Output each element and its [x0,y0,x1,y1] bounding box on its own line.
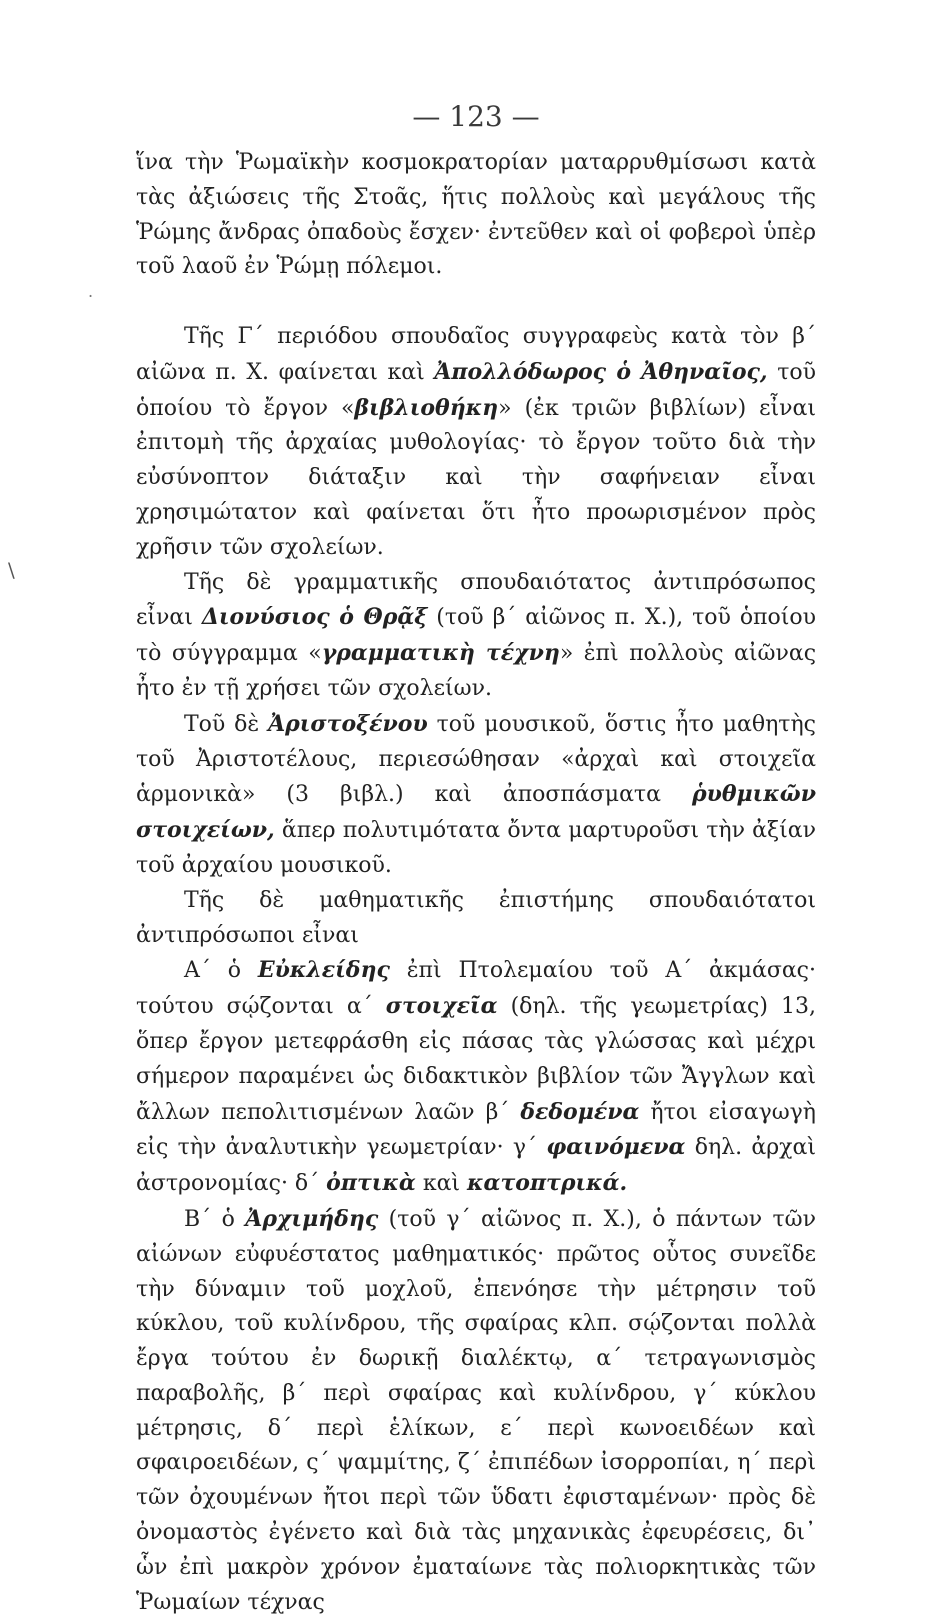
paragraph [136,320,816,566]
text-run: (τοῦ γ΄ αἰῶνος π. Χ.), ὁ πάντων τῶν αἰώνων εὐφυέστατος μαθηματικός· πρῶτος οὗτος συνεῖδε τὴν δύναμιν τοῦ μοχλοῦ, ἐπενόησε τὴν μέτρησιν τοῦ κύκλου, τοῦ κυλίνδρου, τῆς σφαίρας κλπ. σῴζονται πολλὰ ἔργα τούτου ἐν δωρικῇ διαλέκτῳ, α΄ τετραγωνισμὸς παραβολῆς, β΄ περὶ σφαίρας καὶ κυλίνδρου, γ΄ κύκλου μέτρησις, δ΄ περὶ ἑλίκων, ε΄ περὶ κωνοειδέων καὶ σφαιροειδέων, ς΄ ψαμμίτης, ζ΄ ἐπιπέδων ἰσορροπίαι, η΄ περὶ τῶν ὀχουμένων ἤτοι περὶ τῶν ὕδατι ἐφισταμένων· πρὸς δὲ ὀνομαστὸς ἐγένετο καὶ διὰ τὰς μηχανικὰς ἐφευρέσεις, δι᾽ ὧν ἐπὶ μακρὸν χρόνον ἐματαίωνε τὰς πολιορκητικὰς τῶν Ῥωμαίων τέχνας [136,1206,817,1615]
paragraph [136,884,816,954]
text-run: ἤτοι εἰσαγωγὴ εἰς τὴν ἀναλυτικὴν γεωμετρίαν· γ΄ [136,1099,816,1161]
margin-dot-mark: . [88,282,94,301]
emphasized-term: βιβλιοθήκη [354,394,499,421]
emphasized-term: Ἀρχιμήδης [245,1205,379,1232]
text-run: Τῆς δὲ μαθηματικῆς ἐπιστήμης σπουδαιότατοι ἀντιπρόσωποι εἶναι [136,887,816,948]
emphasized-term: Ἀπολλόδωρος ὁ Ἀθηναῖος, [434,358,768,385]
text-run: τοῦ ὁποίου τὸ ἔργον « [136,359,816,421]
text-run: ἐπὶ Πτολεμαίου τοῦ Α΄ ἀκμάσας· τούτου σῴζονται α΄ [136,958,817,1020]
text-run: (τοῦ β΄ αἰῶνος π. Χ.), τοῦ ὁποίου τὸ σύγγραμμα « [136,605,817,667]
emphasized-term: ῥυθμικῶν στοιχείων, [136,781,816,844]
paragraph [136,566,816,707]
margin-pencil-mark: \ [8,558,15,582]
text-run: Τοῦ δὲ [184,711,269,737]
paragraph [136,953,816,1202]
emphasized-term: Εὐκλείδης [257,957,390,984]
page-number: — 123 — [412,100,540,133]
text-run: (δηλ. τῆς γεωμετρίας) 13, ὅπερ ἔργον μετεφράσθη εἰς πάσας τὰς γλώσσας καὶ μέχρι σήμερον παραμένει ὡς διδακτικὸν βιβλίον τῶν Ἄγγλων καὶ ἄλλων πεπολιτισμένων λαῶν β΄ [136,994,816,1125]
text-run: Β΄ ὁ [184,1206,246,1232]
emphasized-term: ὀπτικὰ [326,1170,416,1197]
text-run: Α΄ ὁ [184,958,258,984]
text-run: Τῆς δὲ γραμματικῆς σπουδαιότατος ἀντιπρόσωπος εἶναι [136,569,816,631]
text-run: τοῦ μουσικοῦ, ὅστις ἦτο μαθητὴς τοῦ Ἀριστοτέλους, περιεσώθησαν «ἀρχαὶ καὶ στοιχεῖα ἁρμονικὰ» (3 βιβλ.) καὶ ἀποσπάσματα [136,711,816,808]
emphasized-term: Διονύσιος ὁ Θρᾷξ [201,604,428,631]
paragraph [136,146,816,285]
paragraph [136,707,816,884]
text-run: ἅπερ πολυτιμότατα ὄντα μαρτυροῦσι τὴν ἀξίαν τοῦ ἀρχαίου μουσικοῦ. [136,818,816,878]
text-run: » (ἐκ τριῶν βιβλίων) εἶναι ἐπιτομὴ τῆς ἀρχαίας μυθολογίας· τὸ ἔργον τοῦτο διὰ τὴν εὐσύνοπτον διάταξιν καὶ τὴν σαφήνειαν εἶναι χρησιμώτατον καὶ φαίνεται ὅτι ἦτο προωρισμένον πρὸς χρῆσιν τῶν σχολείων. [136,395,816,560]
emphasized-term: φαινόμενα [546,1134,686,1161]
body-text [136,146,816,1620]
paragraph [136,1202,816,1620]
emphasized-term: δεδομένα [520,1098,640,1125]
text-run: δηλ. ἀρχαὶ ἀστρονομίας· δ΄ [136,1135,816,1197]
emphasized-term: Ἀριστοξένου [268,710,428,737]
emphasized-term: γραμματικὴ τέχνη [321,640,560,667]
text-run: ἵνα τὴν Ῥωμαϊκὴν κοσμοκρατορίαν ματαρρυθμίσωσι κατὰ τὰς ἀξιώσεις τῆς Στοᾶς, ἥτις πολλοὺς καὶ μεγάλους τῆς Ῥώμης ἄνδρας ὀπαδοὺς ἔσχεν· ἐντεῦθεν καὶ οἱ φοβεροὶ ὑπὲρ τοῦ λαοῦ ἐν Ῥώμῃ πόλεμοι. [136,150,816,280]
text-run: Τῆς Γ΄ περιόδου σπουδαῖος συγγραφεὺς κατὰ τὸν β΄ αἰῶνα π. Χ. φαίνεται καὶ [136,323,816,385]
text-run: » ἐπὶ πολλοὺς αἰῶνας ἦτο ἐν τῇ χρήσει τῶν σχολείων. [136,641,817,701]
emphasized-term: στοιχεῖα [385,993,498,1020]
emphasized-term: κατοπτρικά. [467,1170,628,1197]
text-run: καὶ [415,1171,468,1197]
